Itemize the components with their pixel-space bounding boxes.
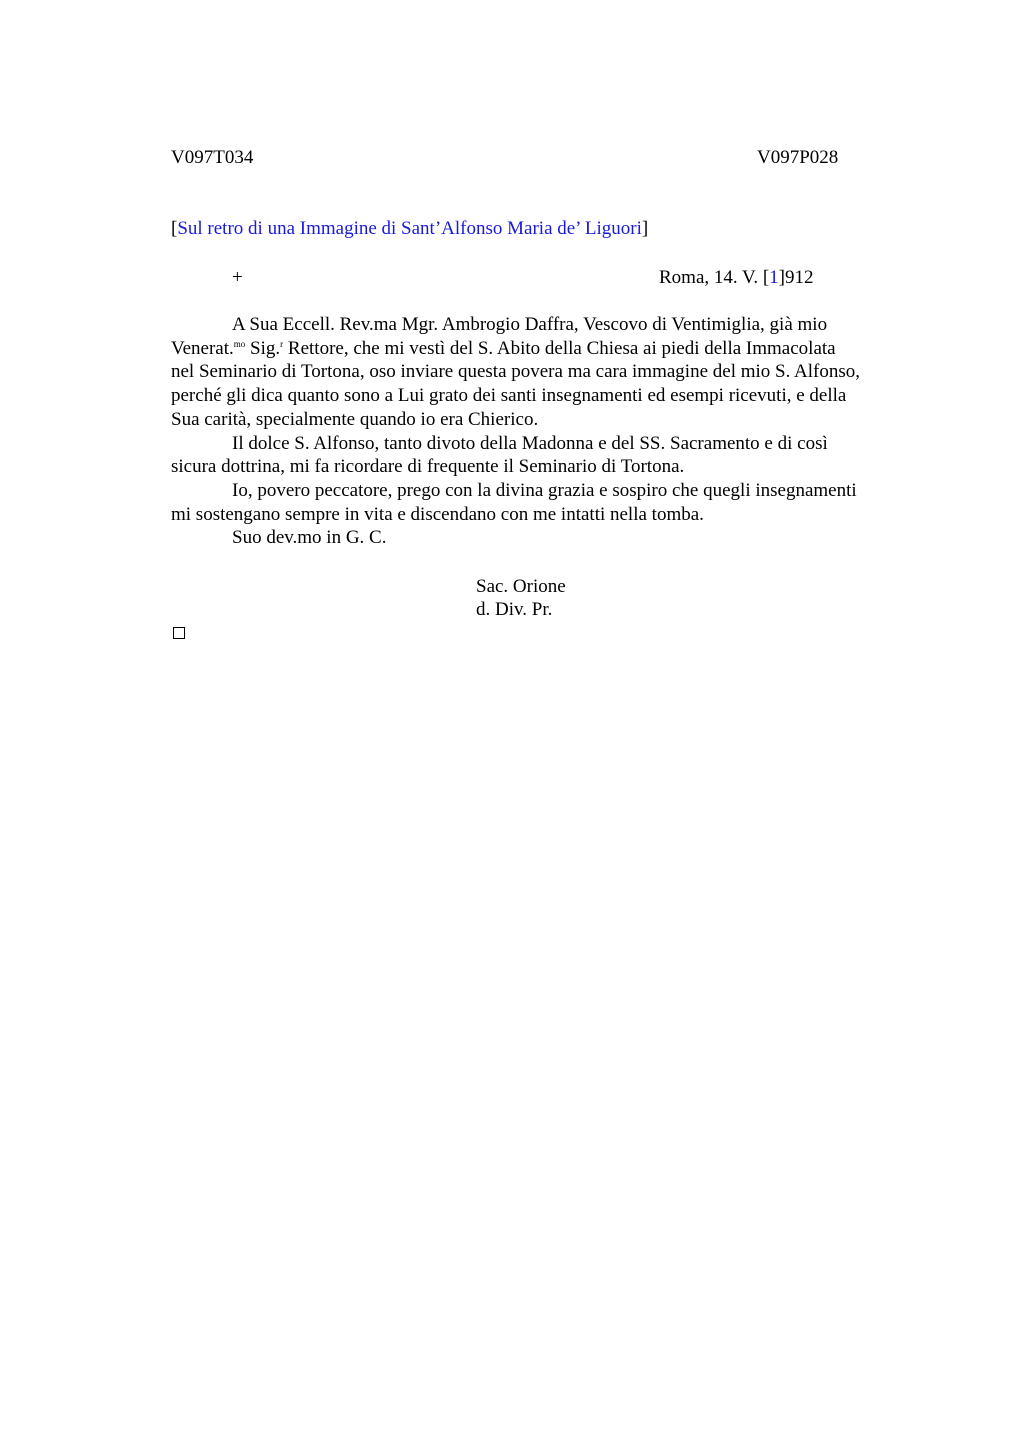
document-title [171, 217, 648, 241]
letter-body [171, 313, 931, 550]
signature-order: d. Div. Pr. [476, 599, 553, 620]
letter-text: Sig. [245, 337, 281, 359]
letter-line [171, 337, 931, 361]
letter-line: Io, povero peccatore, prego con la divina grazia e sospiro che quegli insegnamenti [232, 479, 857, 501]
letter-closing: Suo dev.mo in G. C. [232, 527, 387, 549]
letter-line: Il dolce S. Alfonso, tanto divoto della Madonna e del SS. Sacramento e di così [232, 432, 828, 454]
letter-line: Sua carità, specialmente quando io era Chierico. [171, 408, 539, 430]
letter-line: perché gli dica quanto sono a Lui grato dei santi insegnamenti ed esempi ricevuti, e della [171, 385, 847, 407]
letter-line: sicura dottrina, mi fa ricordare di frequente il Seminario di Tortona. [171, 456, 685, 478]
dateline [659, 266, 813, 290]
signature-name: Sac. Orione [476, 576, 566, 597]
cross-symbol: + [232, 267, 243, 288]
title-close-bracket: ] [641, 218, 649, 239]
letter-text: Venerat. [171, 337, 234, 359]
title-link[interactable]: Sul retro di una Immagine di Sant’Alfonso Maria de’ Liguori [177, 218, 642, 239]
letter-line: A Sua Eccell. Rev.ma Mgr. Ambrogio Daffra, Vescovo di Ventimiglia, già mio [232, 314, 828, 335]
header-left-code: V097T034 [171, 147, 254, 168]
year-footnote-link[interactable]: 1 [769, 267, 779, 288]
dateline-prefix: Roma, 14. V. [ [659, 267, 770, 288]
title-open-bracket: [ [171, 218, 178, 239]
letter-text: Rettore, che mi vestì del S. Abito della Chiesa ai piedi della Immacolata [283, 337, 836, 359]
letter-line: nel Seminario di Tortona, oso inviare questa povera ma cara immagine del mio S. Alfonso, [171, 361, 861, 383]
dateline-suffix: ]912 [778, 267, 814, 288]
superscript: mo [233, 338, 246, 349]
header-right-code: V097P028 [757, 147, 839, 168]
end-mark-square-icon [173, 627, 185, 639]
superscript: r [280, 338, 284, 349]
letter-line: mi sostengano sempre in vita e discendano con me intatti nella tomba. [171, 503, 704, 525]
